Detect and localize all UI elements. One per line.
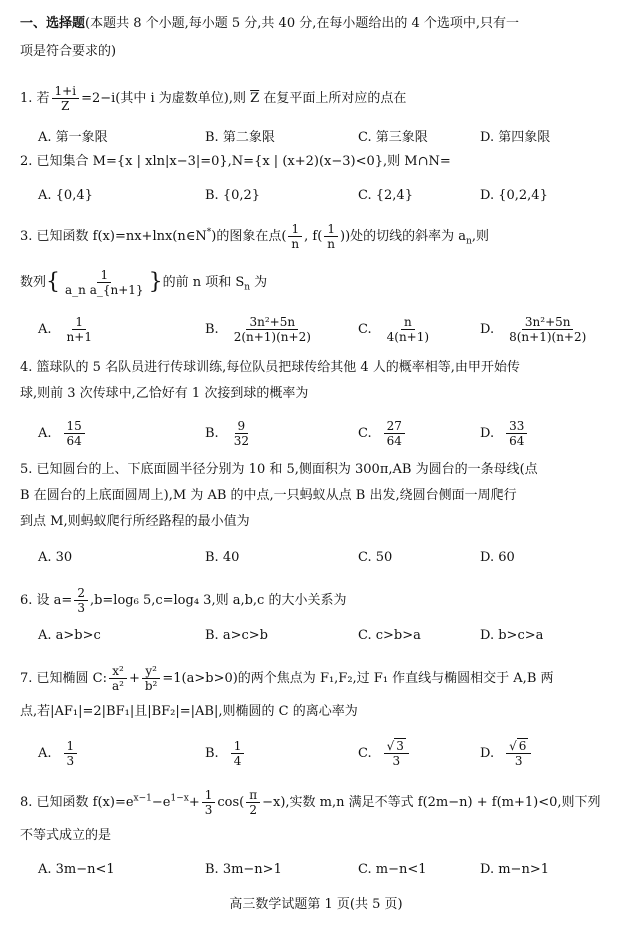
q2-options — [0, 178, 632, 212]
q5-option-c[interactable]: C. 50 — [358, 549, 393, 565]
q7-option-d[interactable]: D. $\frac{√ 6}{3}$ — [480, 736, 533, 770]
q4-option-b[interactable]: B. $\frac{9}{32}$ — [205, 418, 249, 448]
q2-option-b[interactable]: B. {0,2} — [205, 187, 261, 203]
q6-option-a[interactable]: A. a>b>c — [38, 627, 101, 643]
q6-options — [0, 618, 632, 652]
z-conjugate: $\overline{Z}$ — [250, 91, 260, 106]
page-footer: 高三数学试题第 1 页(共 5 页) — [229, 897, 403, 912]
q3-fraction-1: $\frac{1}{n}$ — [288, 222, 302, 251]
q8-option-d[interactable]: D. m−n>1 — [480, 861, 549, 877]
q1-option-c[interactable]: C. 第三象限 — [358, 129, 428, 145]
q7-ellipse-y: $\frac{\text{y²}}{\text{b²}}$ — [142, 664, 161, 693]
q3-option-c[interactable]: C. $\frac{n}{4(n+1)}$ — [358, 314, 430, 344]
q2-option-c[interactable]: C. {2,4} — [358, 187, 413, 203]
question-2: 2. 已知集合 M={x | xln|x−3|=0},N={x | (x+2)(x−3)<0},则 M∩N= — [20, 154, 451, 169]
question-5-line2: B 在圆台的上底面圆周上),M 为 AB 的中点,一只蚂蚁从点 B 出发,绕圆台侧面一周爬行 — [20, 488, 517, 503]
question-6: 6. 设 a= $\frac{2}{3}$ ,b=log₆ 5,c=log₄ 3,则 a,b,c 的大小关系为 — [20, 586, 347, 615]
q3-sequence-fraction: $\frac{1}{\text{a\_n a\_\{n+1\}}}$ — [65, 268, 144, 297]
q8-option-c[interactable]: C. m−n<1 — [358, 861, 427, 877]
question-7-line1: 7. 已知椭圆 C: $\frac{\text{x²}}{\text{a²}}$ + $\frac{\text{y²}}{\text{b²}}$ =1(a>b>0)的两个焦点为 F₁,F₂,过 F₁ 作直线与椭圆相交于 A,B 两 — [20, 664, 554, 693]
q7-option-b[interactable]: B. $\frac{1}{4}$ — [205, 736, 246, 770]
section-intro: (本题共 8 个小题,每小题 5 分,共 40 分,在每小题给出的 4 个选项中,只有一 — [85, 16, 520, 31]
q5-option-d[interactable]: D. 60 — [480, 549, 515, 565]
question-5-line3: 到点 M,则蚂蚁爬行所经路程的最小值为 — [20, 514, 250, 529]
q6-option-c[interactable]: C. c>b>a — [358, 627, 421, 643]
q8-options — [0, 852, 632, 886]
q8-option-b[interactable]: B. 3m−n>1 — [205, 861, 282, 877]
question-4-line1: 4. 篮球队的 5 名队员进行传球训练,每位队员把球传给其他 4 人的概率相等,由甲开始传 — [20, 360, 520, 375]
q3-fraction-2: $\frac{1}{n}$ — [324, 222, 338, 251]
q8-option-a[interactable]: A. 3m−n<1 — [38, 861, 115, 877]
q8-fraction: $\frac{1}{3}$ — [202, 788, 216, 817]
q6-option-d[interactable]: D. b>c>a — [480, 627, 544, 643]
q1-fraction: $\frac{1+i}{Z}$ — [52, 84, 80, 113]
question-7-line2: 点,若|AF₁|=2|BF₁|且|BF₂|=|AB|,则椭圆的 C 的离心率为 — [20, 704, 358, 719]
section-header-line1 — [20, 14, 614, 34]
section-title: 一、选择题 — [20, 16, 86, 31]
question-8-line2: 不等式成立的是 — [20, 828, 112, 843]
question-8-line1: 8. 已知函数 $f(x)=e^{x-1}-e^{1-x}+$ $\frac{1}{3}$ cos( $\frac{\pi}{2}$ −x),实数 m,n 满足不等式 f(2m−n) + f(m+1)<0,则下列 — [20, 788, 601, 817]
q7-options — [0, 736, 632, 770]
q3-option-d[interactable]: D. $\frac{\text{3n²+5n}}{8(n+1)(n+2)}$ — [480, 314, 587, 344]
q2-option-d[interactable]: D. {0,2,4} — [480, 187, 548, 203]
q4-option-c[interactable]: C. $\frac{27}{64}$ — [358, 416, 407, 450]
q5-option-a[interactable]: A. 30 — [38, 549, 73, 565]
section-header-line2: 项是符合要求的) — [20, 44, 117, 59]
question-3-line2: 数列{ $\frac{1}{\text{a\_n a\_\{n+1\}}}$ }的前 n 项和 $S_n$ 为 — [20, 268, 268, 297]
q3-options — [0, 312, 632, 346]
question-5-line1: 5. 已知圆台的上、下底面圆半径分别为 10 和 5,侧面积为 300π,AB 为圆台的一条母线(点 — [20, 462, 538, 477]
question-3-line1: 3. 已知函数 f(x)=nx+lnx(n∈N*)的图象在点( $\frac{1}{n}$ , f( $\frac{1}{n}$ ))处的切线的斜率为 $a_n$,则 — [20, 222, 489, 251]
q4-option-d[interactable]: D. $\frac{33}{64}$ — [480, 416, 529, 450]
q3-option-b[interactable]: B. $\frac{\text{3n²+5n}}{2(n+1)(n+2)}$ — [205, 314, 311, 344]
q5-option-b[interactable]: B. 40 — [205, 549, 240, 565]
q4-options — [0, 416, 632, 450]
q1-option-b[interactable]: B. 第二象限 — [205, 129, 275, 145]
q7-option-c[interactable]: C. $\frac{√ 3}{3}$ — [358, 736, 411, 770]
q1-option-d[interactable]: D. 第四象限 — [480, 129, 551, 145]
question-4-line2: 球,则前 3 次传球中,乙恰好有 1 次接到球的概率为 — [20, 386, 309, 401]
q2-option-a[interactable]: A. {0,4} — [38, 187, 93, 203]
question-1: 1. 若 $\frac{1+i}{Z}$ =2−i(其中 i 为虚数单位),则 $\overline{Z}$ 在复平面上所对应的点在 — [20, 84, 407, 113]
q7-option-a[interactable]: A. $\frac{1}{3}$ — [38, 736, 79, 770]
q1-options — [0, 118, 632, 152]
q1-option-a[interactable]: A. 第一象限 — [38, 129, 108, 145]
q6-option-b[interactable]: B. a>c>b — [205, 627, 268, 643]
q7-ellipse-x: $\frac{\text{x²}}{\text{a²}}$ — [109, 664, 127, 693]
q8-pi-fraction: $\frac{\pi}{2}$ — [246, 788, 260, 817]
q3-option-a[interactable]: A. $\frac{1}{n+1}$ — [38, 314, 92, 344]
q5-options — [0, 540, 632, 574]
q6-fraction: $\frac{2}{3}$ — [74, 586, 88, 615]
q4-option-a[interactable]: A. $\frac{15}{64}$ — [38, 416, 87, 450]
